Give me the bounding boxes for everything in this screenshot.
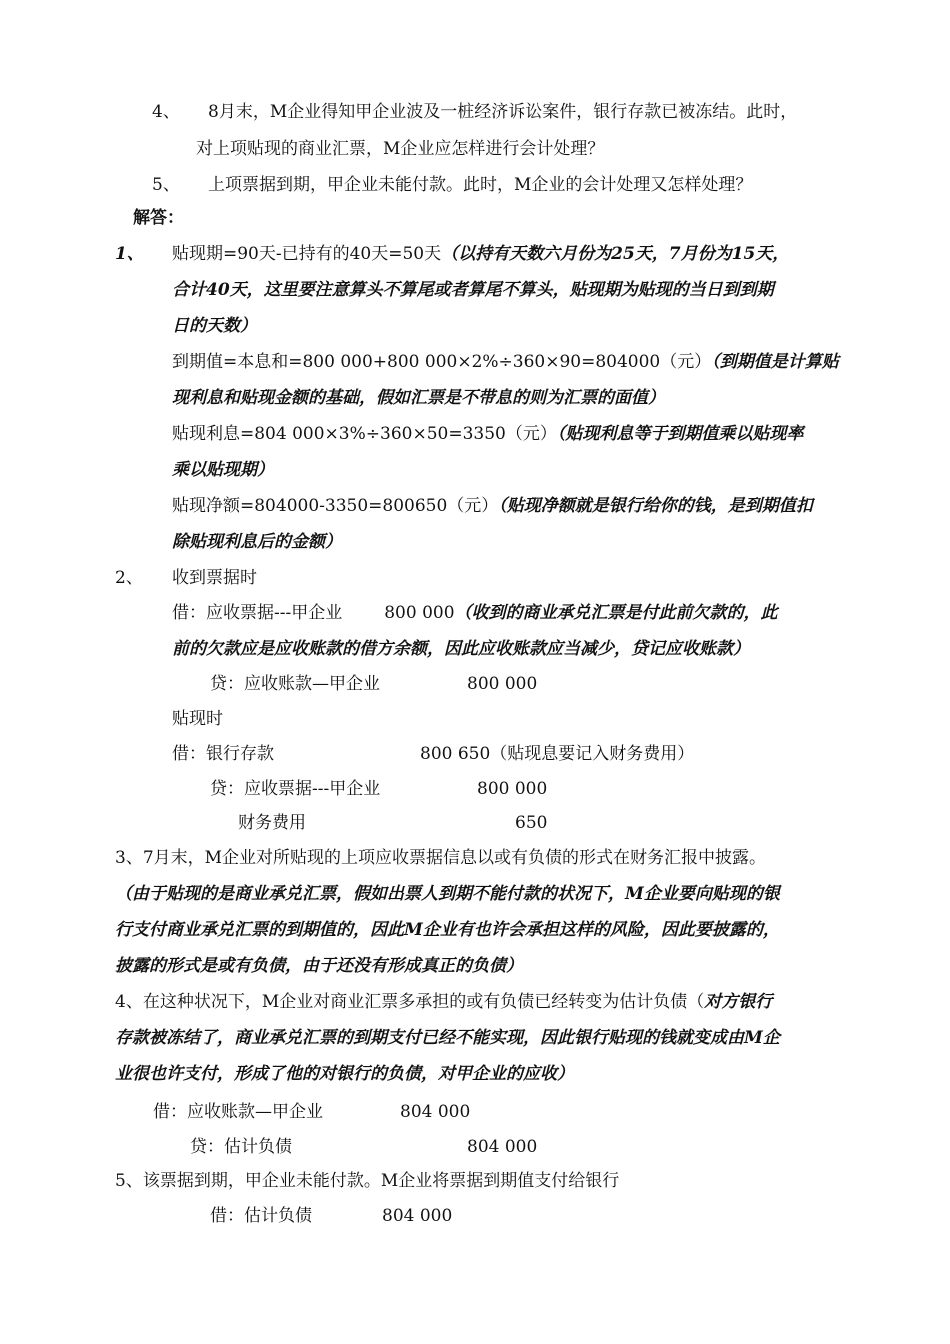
answer-2-number: 2、 <box>115 568 143 588</box>
discount-interest-formula: 贴现利息=804 000×3%÷360×50=3350（元） <box>172 424 557 444</box>
credit-2-amount: 800 000 <box>477 779 548 799</box>
answer-4-line-1 <box>115 989 772 1015</box>
answer-heading: 解答： <box>133 208 184 228</box>
question-4-line-2: 对上项贴现的商业汇票，M企业应怎样进行会计处理？ <box>196 139 605 159</box>
discount-label: 贴现时 <box>172 709 223 729</box>
answer-1-line-1 <box>172 241 789 267</box>
answer-1-line-2: 合计40天，这里要注意算头不算尾或者算尾不算头，贴现期为贴现的当日到到期 <box>172 280 774 300</box>
answer-1-line-3: 日的天数） <box>172 316 257 336</box>
maturity-value-note: （到期值是计算贴 <box>711 352 839 372</box>
answer-1-line-7: 乘以贴现期） <box>172 460 274 480</box>
debit-2-amount: 800 650（贴现息要记入财务费用） <box>420 744 695 764</box>
receive-label: 收到票据时 <box>172 568 257 588</box>
answer-4-note-2: 存款被冻结了，商业承兑汇票的到期支付已经不能实现，因此银行贴现的钱就变成由M企 <box>115 1028 780 1048</box>
answer-3-note-2: 行支付商业承兑汇票的到期值的，因此M企业有也许会承担这样的风险，因此要披露的， <box>115 920 780 940</box>
net-proceeds-formula: 贴现净额=804000-3350=800650（元） <box>172 496 499 516</box>
credit-2-account: 贷：应收票据---甲企业 <box>210 779 381 799</box>
discount-period-formula: 贴现期=90天-已持有的40天=50天 <box>172 244 442 264</box>
credit-1-amount: 800 000 <box>467 674 538 694</box>
discount-period-note: （以持有天数六月份为25天，7月份为15天， <box>441 244 790 264</box>
answer-5-debit-account: 借：估计负债 <box>210 1206 312 1226</box>
net-proceeds-note: （贴现净额就是银行给你的钱，是到期值扣 <box>498 496 813 516</box>
credit-3-amount: 650 <box>515 813 548 833</box>
answer-4-note-3: 业很也许支付，形成了他的对银行的负债，对甲企业的应收） <box>115 1064 574 1084</box>
answer-1-number: 1、 <box>115 244 144 264</box>
answer-4-debit-account: 借：应收账款—甲企业 <box>153 1102 323 1122</box>
question-5-number: 5、 <box>152 175 180 195</box>
discount-interest-note: （贴现利息等于到期值乘以贴现率 <box>556 424 804 444</box>
answer-4-credit-account: 贷：估计负债 <box>190 1137 292 1157</box>
debit-1-amount: 800 000 <box>384 603 455 623</box>
answer-1-line-5: 现利息和贴现金额的基础，假如汇票是不带息的则为汇票的面值） <box>172 388 665 408</box>
journal-debit-1 <box>172 600 778 626</box>
answer-3-line-1: 3、7月末，M企业对所贴现的上项应收票据信息以或有负债的形式在财务汇报中披露。 <box>115 848 767 868</box>
question-5-line-1: 上项票据到期，甲企业未能付款。此时，M企业的会计处理又怎样处理？ <box>208 175 753 195</box>
answer-5-debit-amount: 804 000 <box>382 1206 453 1226</box>
answer-4-note-start: 对方银行 <box>704 992 773 1012</box>
debit-1-note-line-2: 前的欠款应是应收账款的借方余额，因此应收账款应当减少，贷记应收账款） <box>172 639 750 659</box>
credit-1-account: 贷：应收账款—甲企业 <box>210 674 380 694</box>
question-4-number: 4、 <box>152 102 180 122</box>
credit-3-account: 财务费用 <box>238 813 306 833</box>
answer-1-line-6 <box>172 421 803 447</box>
question-4-line-1: 8月末，M企业得知甲企业波及一桩经济诉讼案件，银行存款已被冻结。此时， <box>208 102 798 122</box>
answer-1-line-9: 除贴现利息后的金额） <box>172 532 342 552</box>
maturity-value-formula: 到期值=本息和=800 000+800 000×2%÷360×90=804000（元） <box>172 352 712 372</box>
answer-1-line-8 <box>172 493 813 519</box>
answer-4-credit-amount: 804 000 <box>467 1137 538 1157</box>
answer-3-note-3: 披露的形式是或有负债，由于还没有形成真正的负债） <box>115 956 523 976</box>
debit-1-note: （收到的商业承兑汇票是付此前欠款的，此 <box>454 603 778 623</box>
answer-5-line-1: 5、该票据到期，甲企业未能付款。M企业将票据到期值支付给银行 <box>115 1171 620 1191</box>
debit-2-account: 借：银行存款 <box>172 744 274 764</box>
debit-1-account: 借：应收票据---甲企业 <box>172 603 343 623</box>
answer-4-debit-amount: 804 000 <box>400 1102 471 1122</box>
answer-4-text: 4、在这种状况下，M企业对商业汇票多承担的或有负债已经转变为估计负债（ <box>115 992 705 1012</box>
answer-3-note-1: （由于贴现的是商业承兑汇票，假如出票人到期不能付款的状况下，M企业要向贴现的银 <box>115 884 780 904</box>
answer-1-line-4 <box>172 349 839 375</box>
